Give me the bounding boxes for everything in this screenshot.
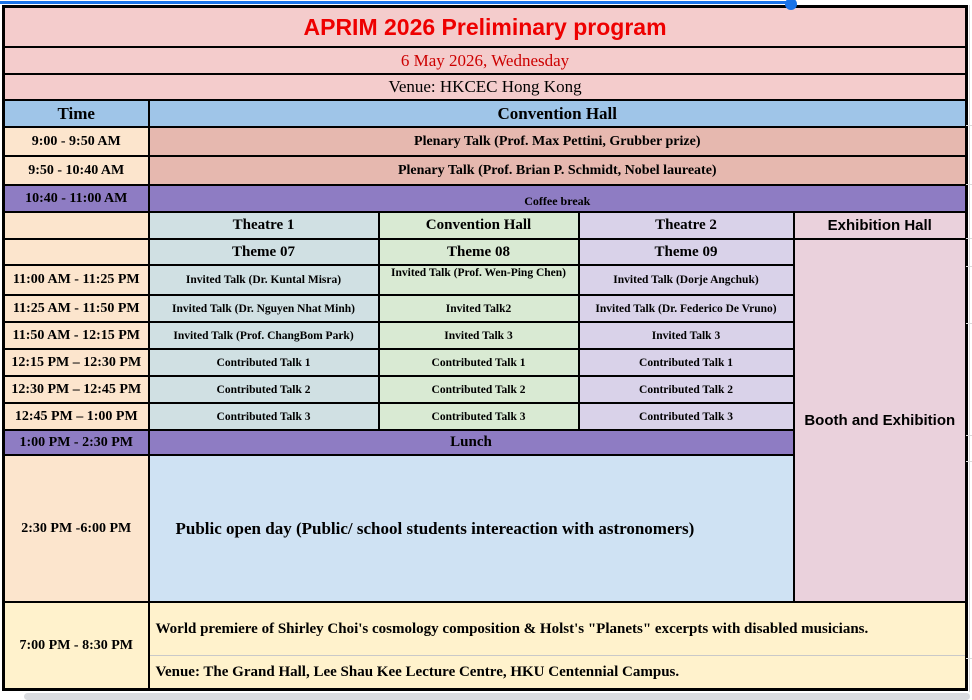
time-cell[interactable]: 10:40 - 11:00 AM bbox=[4, 185, 149, 212]
time-cell[interactable]: 11:50 AM - 12:15 PM bbox=[4, 322, 149, 349]
public-open-day-cell[interactable]: Public open day (Public/ school students intereaction with astronomers) bbox=[149, 455, 794, 602]
venue-cell[interactable]: Venue: HKCEC Hong Kong bbox=[4, 74, 967, 100]
time-cell[interactable]: 12:15 PM – 12:30 PM bbox=[4, 349, 149, 376]
session-cell[interactable]: Contributed Talk 2 bbox=[149, 376, 379, 403]
empty-cell[interactable] bbox=[4, 212, 149, 239]
theme-header-09[interactable]: Theme 09 bbox=[579, 239, 794, 265]
sheet-gridline bbox=[966, 184, 972, 185]
session-cell[interactable]: Contributed Talk 3 bbox=[379, 403, 579, 430]
session-cell[interactable]: Invited Talk2 bbox=[379, 295, 579, 322]
session-cell[interactable]: Contributed Talk 1 bbox=[149, 349, 379, 376]
session-cell[interactable]: Contributed Talk 2 bbox=[579, 376, 794, 403]
time-cell[interactable]: 9:00 - 9:50 AM bbox=[4, 127, 149, 156]
evening-venue-cell[interactable]: Venue: The Grand Hall, Lee Shau Kee Lecture Centre, HKU Centennial Campus. bbox=[149, 656, 967, 690]
sheet-gridline bbox=[966, 266, 972, 267]
session-cell[interactable]: Invited Talk (Dorje Angchuk) bbox=[579, 265, 794, 295]
theme-header-08[interactable]: Theme 08 bbox=[379, 239, 579, 265]
session-cell[interactable]: Contributed Talk 1 bbox=[379, 349, 579, 376]
session-cell[interactable]: Invited Talk (Dr. Nguyen Nhat Minh) bbox=[149, 295, 379, 322]
session-cell[interactable]: Invited Talk (Prof. Wen-Ping Chen) bbox=[379, 265, 579, 295]
page-title[interactable]: APRIM 2026 Preliminary program bbox=[4, 7, 967, 48]
session-cell[interactable]: Contributed Talk 3 bbox=[149, 403, 379, 430]
theme-header-07[interactable]: Theme 07 bbox=[149, 239, 379, 265]
booth-exhibition-cell[interactable]: Booth and Exhibition bbox=[794, 239, 967, 602]
venue-header-theatre2[interactable]: Theatre 2 bbox=[579, 212, 794, 239]
session-cell[interactable]: Contributed Talk 2 bbox=[379, 376, 579, 403]
sheet-gridline bbox=[966, 658, 972, 659]
sheet-gridline bbox=[966, 323, 972, 324]
time-column-header[interactable]: Time bbox=[4, 100, 149, 127]
date-cell[interactable]: 6 May 2026, Wednesday bbox=[4, 47, 967, 74]
time-cell[interactable]: 12:30 PM – 12:45 PM bbox=[4, 376, 149, 403]
plenary-talk-2[interactable]: Plenary Talk (Prof. Brian P. Schmidt, Nobel laureate) bbox=[149, 156, 967, 185]
time-cell[interactable]: 11:00 AM - 11:25 PM bbox=[4, 265, 149, 295]
venue-header-convention-hall[interactable]: Convention Hall bbox=[379, 212, 579, 239]
sheet-gridline bbox=[966, 238, 972, 239]
lunch-cell[interactable]: Lunch bbox=[149, 430, 794, 455]
time-cell[interactable]: 12:45 PM – 1:00 PM bbox=[4, 403, 149, 430]
session-cell[interactable]: Contributed Talk 1 bbox=[579, 349, 794, 376]
selection-border-line bbox=[0, 1, 789, 4]
session-cell[interactable]: Invited Talk (Dr. Federico De Vruno) bbox=[579, 295, 794, 322]
session-cell[interactable]: Contributed Talk 3 bbox=[579, 403, 794, 430]
sheet-gridline bbox=[969, 5, 970, 692]
coffee-break-cell[interactable]: Coffee break bbox=[149, 185, 967, 212]
sheet-gridline bbox=[966, 435, 972, 436]
time-cell[interactable]: 9:50 - 10:40 AM bbox=[4, 156, 149, 185]
plenary-talk-1[interactable]: Plenary Talk (Prof. Max Pettini, Grubber prize) bbox=[149, 127, 967, 156]
time-cell[interactable]: 2:30 PM -6:00 PM bbox=[4, 455, 149, 602]
sheet-gridline bbox=[966, 125, 972, 126]
session-cell[interactable]: Invited Talk 3 bbox=[379, 322, 579, 349]
session-cell[interactable]: Invited Talk (Dr. Kuntal Misra) bbox=[149, 265, 379, 295]
hall-column-header[interactable]: Convention Hall bbox=[149, 100, 967, 127]
sheet-gridline bbox=[966, 461, 972, 462]
empty-cell[interactable] bbox=[4, 239, 149, 265]
evening-event-cell[interactable]: World premiere of Shirley Choi's cosmology composition & Holst's "Planets" excerpts with disabled musicians. bbox=[149, 602, 967, 656]
horizontal-scrollbar-thumb[interactable] bbox=[24, 693, 970, 700]
time-cell[interactable]: 11:25 AM - 11:50 PM bbox=[4, 295, 149, 322]
venue-header-exhibition-hall[interactable]: Exhibition Hall bbox=[794, 212, 967, 239]
time-cell[interactable]: 7:00 PM - 8:30 PM bbox=[4, 602, 149, 690]
session-cell[interactable]: Invited Talk 3 bbox=[579, 322, 794, 349]
session-cell[interactable]: Invited Talk (Prof. ChangBom Park) bbox=[149, 322, 379, 349]
venue-header-theatre1[interactable]: Theatre 1 bbox=[149, 212, 379, 239]
program-table bbox=[2, 5, 968, 691]
time-cell[interactable]: 1:00 PM - 2:30 PM bbox=[4, 430, 149, 455]
